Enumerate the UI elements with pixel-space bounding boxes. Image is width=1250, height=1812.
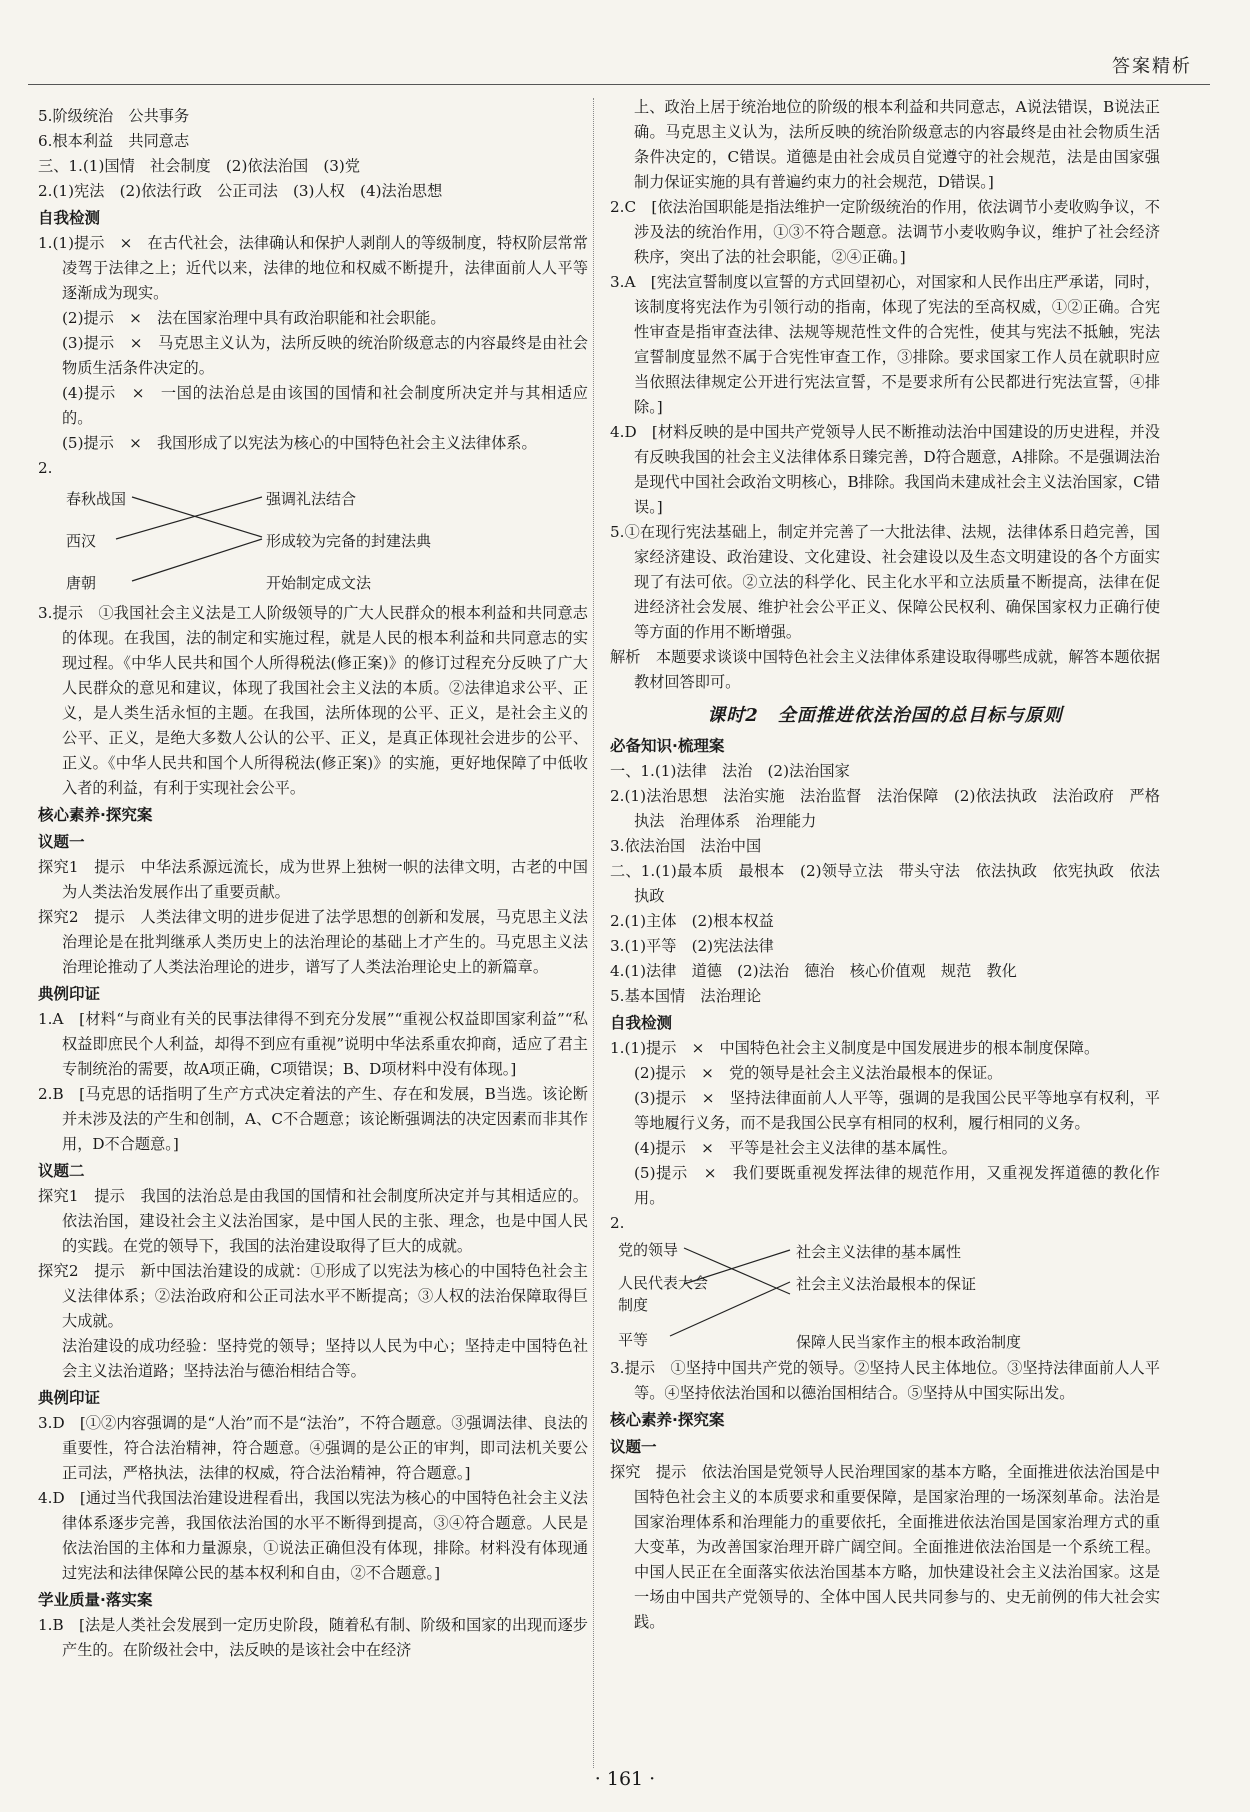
answer-item: 3.A [宪法宣誓制度以宣誓的方式回望初心，对国家和人民作出庄严承诺，同时，该制度将宪法作为引领行动的指南，体现了宪法的至高权威，①②正确。合宪性审查是指审查法律、法规等规范性文件的合宪性，使其与宪法不抵触，宪法宣誓制度显然不属于合宪性审查工作，③排除。要求国家工作人员在就职时应当依照法律规定公开进行宪法宣誓，不是要求所有公民都进行宪法宣誓，④排除。] xyxy=(610,273,1160,416)
header-rule xyxy=(28,84,1210,85)
answer-subitem: 上、政治上居于统治地位的阶级的根本利益和共同意志，A说法错误，B说法正确。马克思主义认为，法所反映的统治阶级意志的内容最终是由社会物质生活条件决定的，C错误。道德是由社会成员自觉遵守的社会规范，法是由国家强制力保证实施的具有普遍约束力的社会规范，D错误。] xyxy=(634,98,1160,191)
diagram2-left-item: 平等 xyxy=(618,1331,649,1349)
right-column xyxy=(610,95,1160,1635)
answer-item: 探究 提示 依法治国是党领导人民治理国家的基本方略，全面推进依法治国是中国特色社会主义的本质要求和重要保障，是国家治理的一场深刻革命。法治是国家治理体系和治理能力的重要依托，全面推进依法治国是国家治理方式的重大变革，为改善国家治理开辟广阔空间。全面推进依法治国是一个系统工程。中国人民正在全面落实依法治国基本方略，加快建设社会主义法治国家。这是一场由中国共产党领导的、全体中国人民共同参与的、史无前例的伟大社会实践。 xyxy=(610,1463,1160,1631)
answer-item: 3.提示 ①我国社会主义法是工人阶级领导的广大人民群众的根本利益和共同意志的体现。在我国，法的制定和实施过程，就是人民的根本利益和共同意志的实现过程。《中华人民共和国个人所得税法(修正案)》的修订过程充分反映了广大人民群众的意见和建议，体现了我国社会主义法的本质。②法律追求公平、正义，是人类生活永恒的主题。在我国，法所体现的公平、正义，是社会主义的公平、正义，是绝大多数人公认的公平、正义，是真正体现社会进步的公平、正义。《中华人民共和国个人所得税法(修正案)》的实施，更好地保障了中低收入者的利益，有利于实现社会公平。 xyxy=(38,604,588,797)
header-title: 答案精析 xyxy=(1112,56,1192,77)
section-heading: 议题一 xyxy=(610,1438,657,1456)
answer-subitem: (3)提示 × 马克思主义认为，法所反映的统治阶级意志的内容最终是由社会物质生活条件决定的。 xyxy=(62,334,588,377)
answer-subitem: (5)提示 × 我们要既重视发挥法律的规范作用，又重视发挥道德的教化作用。 xyxy=(634,1164,1160,1207)
answer-line: 2. xyxy=(610,1214,625,1232)
diagram2-right-item: 社会主义法治最根本的保证 xyxy=(796,1275,977,1293)
column-divider xyxy=(593,98,594,1768)
answer-item: 二、1.(1)最本质 最根本 (2)领导立法 带头守法 依法执政 依宪执政 依法执政 xyxy=(610,862,1160,905)
page-number: · 161 · xyxy=(594,1768,656,1790)
answer-subitem: 法治建设的成功经验：坚持党的领导；坚持以人民为中心；坚持走中国特色社会主义法治道路；坚持法治与德治相结合等。 xyxy=(62,1337,588,1380)
answer-line: 6.根本利益 共同意志 xyxy=(38,132,190,150)
diagram2-right-item: 保障人民当家作主的根本政治制度 xyxy=(796,1333,1022,1351)
answer-item: 5.①在现行宪法基础上，制定并完善了一大批法律、法规，法律体系日趋完善，国家经济建设、政治建设、文化建设、社会建设以及生态文明建设的各个方面实现了有法可依。②立法的科学化、民主化水平和立法质量不断提高，法律在促进经济社会发展、维护社会公平正义、保障公民权利、确保国家权力正确行使等方面的作用不断增强。 xyxy=(610,523,1160,641)
answer-item: 1.B [法是人类社会发展到一定历史阶段，随着私有制、阶级和国家的出现而逐步产生的。在阶级社会中，法反映的是该社会中在经济 xyxy=(38,1616,588,1659)
diagram1-right-item: 开始制定成文法 xyxy=(266,574,372,592)
section-heading: 典例印证 xyxy=(38,1389,101,1407)
lesson-title: 课时2 全面推进依法治国的总目标与原则 xyxy=(707,705,1063,726)
answer-item: 3.提示 ①坚持中国共产党的领导。②坚持人民主体地位。③坚持法律面前人人平等。④坚持依法治国和以德治国相结合。⑤坚持从中国实际出发。 xyxy=(610,1359,1160,1402)
diagram2-left-item: 党的领导 xyxy=(618,1241,679,1259)
section-heading: 核心素养·探究案 xyxy=(610,1411,725,1429)
answer-line: 2.(1)宪法 (2)依法行政 公正司法 (3)人权 (4)法治思想 xyxy=(38,182,443,200)
diagram2-left-item: 人民代表大会制度 xyxy=(618,1274,709,1314)
answer-subitem: (3)提示 × 坚持法律面前人人平等，强调的是我国公民平等地享有权利，平等地履行义务，而不是我国公民享有相同的权利，履行相同的义务。 xyxy=(634,1089,1160,1132)
section-heading: 学业质量·落实案 xyxy=(38,1591,153,1609)
answer-item: 探究1 提示 我国的法治总是由我国的国情和社会制度所决定并与其相适应的。依法治国，建设社会主义法治国家，是中国人民的主张、理念，也是中国人民的实践。在党的领导下，我国的法治建设取得了巨大的成就。 xyxy=(38,1187,588,1255)
diagram1-right-item: 强调礼法结合 xyxy=(266,490,357,508)
section-heading: 自我检测 xyxy=(610,1014,673,1032)
answer-line: 4.(1)法律 道德 (2)法治 德治 核心价值观 规范 教化 xyxy=(610,962,1017,980)
answer-subitem: (2)提示 × 法在国家治理中具有政治职能和社会职能。 xyxy=(62,309,446,327)
answer-item: 4.D [材料反映的是中国共产党领导人民不断推动法治中国建设的历史进程，并没有反映我国的社会主义法律体系日臻完善，D符合题意，A排除。不是强调法治是现代中国社会政治文明核心，B排除。我国尚未建成社会主义法治国家，C错误。] xyxy=(610,423,1160,516)
answer-line: 5.阶级统治 公共事务 xyxy=(38,107,190,125)
diagram2-right-item: 社会主义法律的基本属性 xyxy=(796,1243,962,1261)
diagram2-matching-diagram xyxy=(610,1236,1110,1356)
answer-item: 探究1 提示 中华法系源远流长，成为世界上独树一帜的法律文明，古老的中国为人类法治发展作出了重要贡献。 xyxy=(38,858,588,901)
answer-subitem: (4)提示 × 一国的法治总是由该国的国情和社会制度所决定并与其相适应的。 xyxy=(62,384,588,427)
diagram1-matching-diagram xyxy=(38,481,538,601)
answer-item: 解析 本题要求谈谈中国特色社会主义法律体系建设取得哪些成就，解答本题依据教材回答即可。 xyxy=(610,648,1160,691)
left-column xyxy=(38,104,588,1663)
section-heading: 核心素养·探究案 xyxy=(38,806,153,824)
section-heading: 议题二 xyxy=(38,1162,85,1180)
answer-item: 探究2 提示 新中国法治建设的成就：①形成了以宪法为核心的中国特色社会主义法律体系；②法治政府和公正司法水平不断提高；③人权的法治保障取得巨大成就。 xyxy=(38,1262,588,1330)
diagram1-right-item: 形成较为完备的封建法典 xyxy=(266,532,432,550)
section-heading: 典例印证 xyxy=(38,985,101,1003)
answer-line: 2. xyxy=(38,459,53,477)
answer-line: 2.(1)主体 (2)根本权益 xyxy=(610,912,774,930)
diagram1-line-2 xyxy=(132,539,262,581)
answer-item: 2.(1)法治思想 法治实施 法治监督 法治保障 (2)依法执政 法治政府 严格执法 治理体系 治理能力 xyxy=(610,787,1160,830)
section-heading: 议题一 xyxy=(38,833,85,851)
diagram1-line-1 xyxy=(116,497,262,539)
answer-item: 2.C [依法治国职能是指法维护一定阶级统治的作用，依法调节小麦收购争议，不涉及法的统治作用，①③不符合题意。法调节小麦收购争议，维护了社会经济秩序，突出了法的社会职能，②④正确。] xyxy=(610,198,1160,266)
diagram1-left-item: 西汉 xyxy=(66,532,97,550)
section-heading: 自我检测 xyxy=(38,209,101,227)
answer-line: 3.(1)平等 (2)宪法法律 xyxy=(610,937,774,955)
answer-item: 探究2 提示 人类法律文明的进步促进了法学思想的创新和发展，马克思主义法治理论是在批判继承人类历史上的法治理论的基础上才产生的。马克思主义法治理论推动了人类法治理论的进步，谱写了人类法治理论史上的新篇章。 xyxy=(38,908,588,976)
section-heading: 必备知识·梳理案 xyxy=(610,737,725,755)
answer-item: 3.D [①②内容强调的是“人治”而不是“法治”，不符合题意。③强调法律、良法的重要性，符合法治精神，符合题意。④强调的是公正的审判，即司法机关要公正司法，严格执法，法律的权威，符合法治精神，符合题意。] xyxy=(38,1414,588,1482)
answer-item: 1.(1)提示 × 中国特色社会主义制度是中国发展进步的根本制度保障。 xyxy=(610,1039,1100,1057)
answer-subitem: (5)提示 × 我国形成了以宪法为核心的中国特色社会主义法律体系。 xyxy=(62,434,537,452)
answer-subitem: (2)提示 × 党的领导是社会主义法治最根本的保证。 xyxy=(634,1064,1003,1082)
answer-item: 2.B [马克思的话指明了生产方式决定着法的产生、存在和发展，B当选。该论断并未涉及法的产生和创制，A、C不合题意；该论断强调法的决定因素而非其作用，D不合题意。] xyxy=(38,1085,588,1153)
answer-item: 1.(1)提示 × 在古代社会，法律确认和保护人剥削人的等级制度，特权阶层常常凌驾于法律之上；近代以来，法律的地位和权威不断提升，法律面前人人平等逐渐成为现实。 xyxy=(38,234,588,302)
answer-line: 3.依法治国 法治中国 xyxy=(610,837,762,855)
answer-line: 一、1.(1)法律 法治 (2)法治国家 xyxy=(610,762,850,780)
answer-item: 4.D [通过当代我国法治建设进程看出，我国以宪法为核心的中国特色社会主义法律体系逐步完善，我国依法治国的水平不断得到提高，③④符合题意。人民是依法治国的主体和力量源泉，①说法正确但没有体现，排除。材料没有体现通过宪法和法律保障公民的基本权利和自由，②不合题意。] xyxy=(38,1489,588,1582)
diagram1-left-item: 唐朝 xyxy=(66,574,97,592)
answer-subitem: (4)提示 × 平等是社会主义法律的基本属性。 xyxy=(634,1139,957,1157)
answer-item: 1.A [材料“与商业有关的民事法律得不到充分发展”“重视公权益即国家利益”“私权益即庶民个人利益，却得不到应有重视”说明中华法系重农抑商，适应了君主专制统治的需要，故A项正确，C项错误；B、D项材料中没有体现。] xyxy=(38,1010,588,1078)
diagram1-left-item: 春秋战国 xyxy=(66,490,127,508)
answer-line: 5.基本国情 法治理论 xyxy=(610,987,762,1005)
answer-line: 三、1.(1)国情 社会制度 (2)依法治国 (3)党 xyxy=(38,157,361,175)
